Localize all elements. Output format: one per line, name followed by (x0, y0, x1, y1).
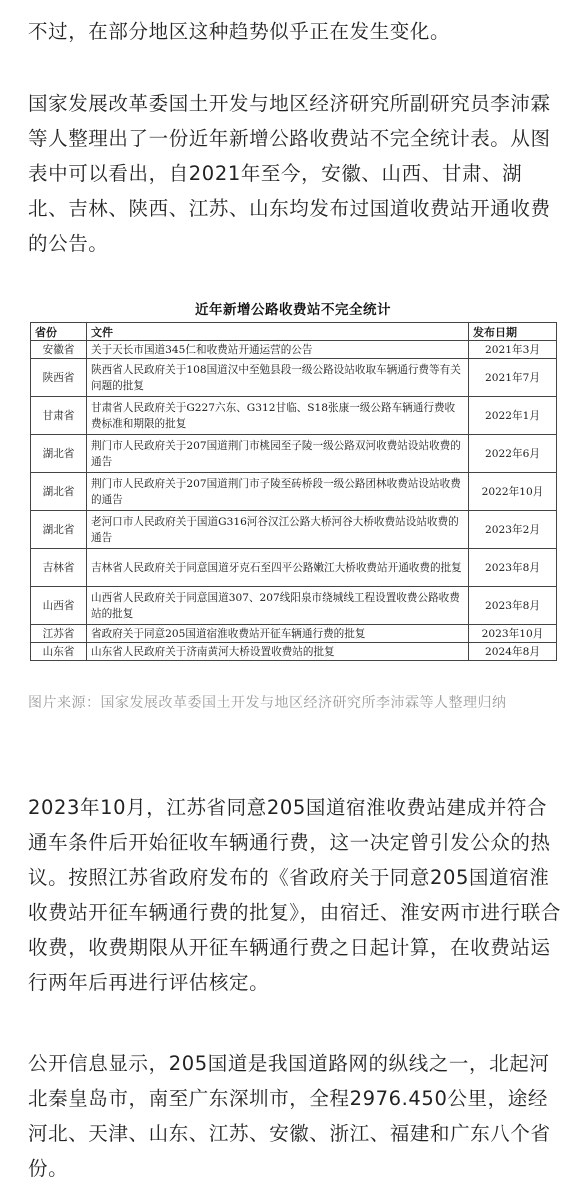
cell-document: 省政府关于同意205国道宿淮收费站开征车辆通行费的批复 (87, 625, 469, 643)
cell-province: 山东省 (31, 643, 87, 661)
cell-document: 荆门市人民政府关于207国道荆门市桃园至子陵一级公路双河收费站设站收费的通告 (87, 435, 469, 473)
toll-station-table (30, 322, 557, 661)
table-row (31, 397, 557, 435)
cell-province: 湖北省 (31, 511, 87, 549)
cell-document: 吉林省人民政府关于同意国道牙克石至四平公路嫩江大桥收费站开通收费的批复 (87, 549, 469, 587)
cell-province: 陕西省 (31, 359, 87, 397)
cell-date: 2021年3月 (469, 341, 557, 359)
cell-province: 湖北省 (31, 435, 87, 473)
cell-province: 安徽省 (31, 341, 87, 359)
statistics-table-figure (30, 298, 556, 682)
cell-date: 2022年6月 (469, 435, 557, 473)
cell-date: 2023年2月 (469, 511, 557, 549)
paragraph-intro: 不过，在部分地区这种趋势似乎正在发生变化。 (28, 20, 451, 43)
cell-province: 江苏省 (31, 625, 87, 643)
table-row (31, 473, 557, 511)
cell-province: 湖北省 (31, 473, 87, 511)
table-row (31, 643, 557, 661)
cell-province: 山西省 (31, 587, 87, 625)
cell-date: 2023年10月 (469, 625, 557, 643)
cell-document: 山东省人民政府关于济南黄河大桥设置收费站的批复 (87, 643, 469, 661)
table-title: 近年新增公路收费站不完全统计 (195, 302, 391, 318)
paragraph-route-205: 2023年10月，江苏省同意205国道宿淮收费站建成并符合通车条件后开始征收车辆通行费，这一决定曾引发公众的热议。按照江苏省政府发布的《省政府关于同意205国道宿淮收费站开征车辆通行费的批复》，由宿迁、淮安两市进行联合收费，收费期限从开征车辆通行费之日起计算，在收费站运行两年后再进行评估核定。 (28, 796, 561, 994)
table-row (31, 359, 557, 397)
column-header-document: 文件 (87, 323, 469, 341)
cell-date: 2022年10月 (469, 473, 557, 511)
table-row (31, 587, 557, 625)
table-row (31, 625, 557, 643)
cell-date: 2023年8月 (469, 587, 557, 625)
table-header-row (31, 323, 557, 341)
cell-document: 关于天长市国道345仁和收费站开通运营的公告 (87, 341, 469, 359)
cell-document: 荆门市人民政府关于207国道荆门市子陵至砖桥段一级公路团林收费站设站收费的通告 (87, 473, 469, 511)
cell-date: 2021年7月 (469, 359, 557, 397)
paragraph-statistics: 国家发展改革委国土开发与地区经济研究所副研究员李沛霖等人整理出了一份近年新增公路收费站不完全统计表。从图表中可以看出，自2021年至今，安徽、山西、甘肃、湖北、吉林、陕西、江苏、山东均发布过国道收费站开通收费的公告。 (28, 92, 551, 255)
cell-document: 山西省人民政府关于同意国道307、207线阳泉市绕城线工程设置收费公路收费站的批复 (87, 587, 469, 625)
cell-document: 陕西省人民政府关于108国道汉中至勉县段一级公路设站收取车辆通行费等有关问题的批复 (87, 359, 469, 397)
cell-province: 甘肃省 (31, 397, 87, 435)
figure-caption: 图片来源：国家发展改革委国土开发与地区经济研究所李沛霖等人整理归纳 (28, 695, 507, 711)
table-row (31, 341, 557, 359)
cell-date: 2023年8月 (469, 549, 557, 587)
cell-date: 2024年8月 (469, 643, 557, 661)
cell-document: 老河口市人民政府关于国道G316河谷汉江公路大桥河谷大桥收费站设站收费的通告 (87, 511, 469, 549)
column-header-date: 发布日期 (469, 323, 557, 341)
cell-document: 甘肃省人民政府关于G227六东、G312甘临、S18张康一级公路车辆通行费收费标准和期限的批复 (87, 397, 469, 435)
table-row (31, 435, 557, 473)
paragraph-public-info: 公开信息显示，205国道是我国道路网的纵线之一，北起河北秦皇岛市，南至广东深圳市，全程2976.450公里，途经河北、天津、山东、江苏、安徽、浙江、福建和广东八个省份。 (28, 1052, 551, 1180)
column-header-province: 省份 (31, 323, 87, 341)
cell-province: 吉林省 (31, 549, 87, 587)
table-row (31, 549, 557, 587)
table-row (31, 511, 557, 549)
cell-date: 2022年1月 (469, 397, 557, 435)
